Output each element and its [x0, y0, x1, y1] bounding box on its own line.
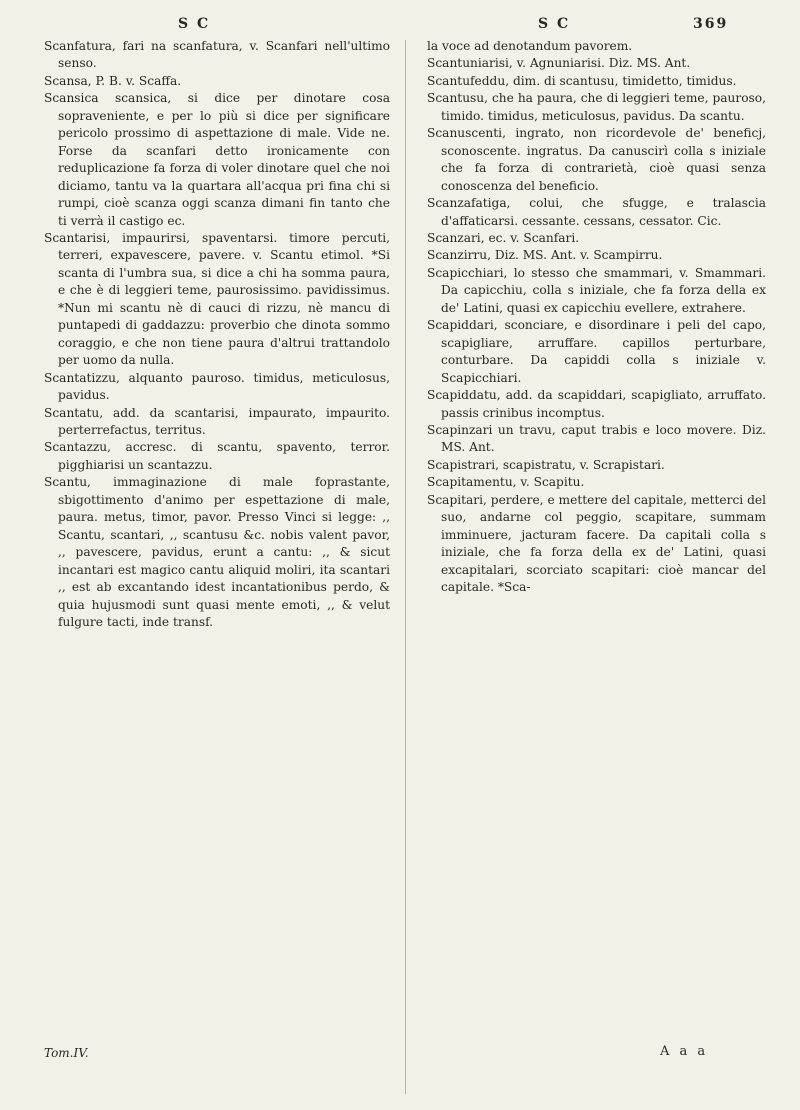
- dictionary-entry: Scapicchiari, lo stesso che smammari, v. Smammari. Da capicchiu, colla s iniziale, che fa forza della ex de' Latini, quasi ex capicchiu evellere, extrahere.: [427, 265, 766, 315]
- header-right-letters: S C: [538, 16, 571, 32]
- page-number: 369: [693, 16, 729, 32]
- header-left-letters: S C: [178, 16, 211, 32]
- gathering-signature: A a a: [660, 1044, 709, 1059]
- dictionary-entry: Scansica scansica, si dice per dinotare cosa sopraveniente, e per lo più si dice per significare pericolo prossimo di aspettazione di male. Vide ne. Forse da scanfari detto ironicamente con reduplicazione fa forza di voler dinotare quel che noi diciamo, tantu va la quartara all'acqua pri fina chi si rumpi, cioè scanza oggi scanza dimani fin tanto che ti verrà il castigo ec.: [44, 91, 390, 228]
- dictionary-entry: Scantusu, che ha paura, che di leggieri teme, pauroso, timido. timidus, meticulosus, pavidus. Da scantu.: [427, 91, 766, 123]
- dictionary-entry: Scantazzu, accresc. di scantu, spavento, terror. pigghiarisi un scantazzu.: [44, 440, 390, 472]
- dictionary-entry: Scapiddatu, add. da scapiddari, scapigliato, arruffato. passis crinibus incomptus.: [427, 388, 766, 420]
- dictionary-entry: Scantuniarisi, v. Agnuniarisi. Diz. MS. Ant.: [427, 56, 691, 71]
- right-column: [427, 38, 766, 597]
- dictionary-entry: Scantufeddu, dim. di scantusu, timidetto, timidus.: [427, 73, 737, 88]
- dictionary-entry: Scanzafatiga, colui, che sfugge, e tralascia d'affaticarsi. cessante. cessans, cessator. Cic.: [427, 196, 766, 228]
- dictionary-entry: Scapistrari, scapistratu, v. Scrapistari.: [427, 457, 665, 472]
- volume-signature: Tom.IV.: [44, 1046, 89, 1060]
- dictionary-entry: Scapitari, perdere, e mettere del capitale, metterci del suo, andarne col peggio, scapitare, summam imminuere, jacturam facere. Da capitali colla s iniziale, che fa forza della ex de' Latini, quasi excapitalari, scorciato scapitari: cioè mancar del capitale. *Sca-: [427, 492, 766, 595]
- dictionary-entry: Scantatizzu, alquanto pauroso. timidus, meticulosus, pavidus.: [44, 370, 390, 403]
- dictionary-entry: Scapitamentu, v. Scapitu.: [427, 475, 585, 490]
- dictionary-entry: Scantatu, add. da scantarisi, impaurato, impaurito. perterrefactus, territus.: [44, 405, 390, 437]
- dictionary-entry: Scanuscenti, ingrato, non ricordevole de' beneficj, sconoscente. ingratus. Da canuscirì colla s iniziale che fa forza di contrarietà, cioè quasi senza conoscenza del beneficio.: [427, 126, 766, 193]
- dictionary-entry: Scanzirru, Diz. MS. Ant. v. Scampirru.: [427, 248, 663, 263]
- dictionary-entry: Scantu, immaginazione di male foprastante, sbigottimento d'animo per espettazione di male, paura. metus, timor, pavor. Presso Vinci si legge: ,, Scantu, scantari, ,, scantusu &c. nobis valent pavor, ,, pavescere, pavidus, erunt a cantu: ,, & sicut incantari est magico cantu aliquid moliri, ita scantari ,, est ab excantando idest incantationibus perdo, & quia hujusmodi sunt quasi mente emoti, ,, & velut fulgure tacti, inde transf.: [44, 475, 390, 629]
- column-divider: [405, 40, 406, 1094]
- dictionary-entry: Scansa, P. B. v. Scaffa.: [44, 73, 182, 88]
- dictionary-entry: Scapinzari un travu, caput trabis e loco movere. Diz. MS. Ant.: [427, 422, 766, 455]
- dictionary-entry: Scantarisi, impaurirsi, spaventarsi. timore percuti, terreri, expavescere, pavere. v. Scantu etimol. *Si scanta di l'umbra sua, si dice a chi ha somma paura, e che è di leggieri teme, paurosissimo. pavidissimus. *Nun mi scantu nè di cauci di rizzu, nè mancu di puntapedi di gaddazzu: proverbio che dinota sommo coraggio, e che non tiene paura d'altrui trattandolo per uomo da nulla.: [44, 230, 390, 368]
- left-column: [44, 38, 390, 631]
- dictionary-entry: la voce ad denotandum pavorem.: [427, 39, 633, 53]
- dictionary-entry: Scanzari, ec. v. Scanfari.: [427, 230, 580, 245]
- dictionary-entry: Scapiddari, sconciare, e disordinare i peli del capo, scapigliare, arruffare. capillos perturbare, conturbare. Da capiddi colla s iniziale v. Scapicchiari.: [427, 318, 766, 385]
- dictionary-entry: Scanfatura, fari na scanfatura, v. Scanfari nell'ultimo senso.: [44, 39, 390, 71]
